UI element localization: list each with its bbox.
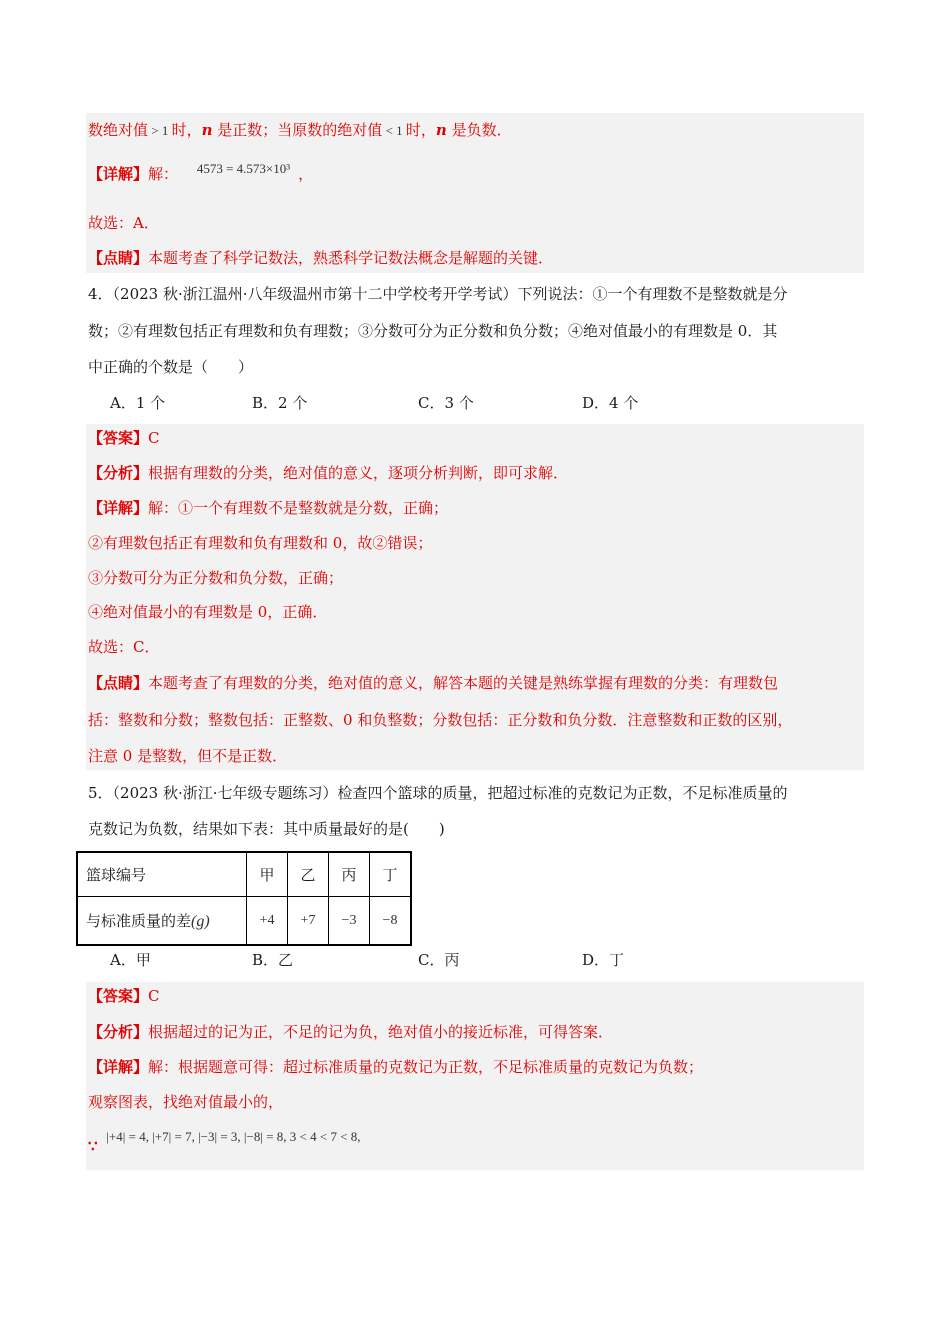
q3-comment: 【点睛】本题考查了科学记数法，熟悉科学记数法概念是解题的关键． — [88, 249, 554, 267]
table-cell: +7 — [288, 897, 329, 946]
table-row-label: 与标准质量的差(g) — [77, 897, 247, 946]
table-cell: +4 — [247, 897, 288, 946]
q4-stem-line-2: 数；②有理数包括正有理数和负有理数；③分数可分为正分数和负分数；④绝对值最小的有理数是 0．其 — [88, 322, 778, 340]
because-symbol: ∵ — [88, 1137, 98, 1155]
table-header-label: 篮球编号 — [77, 852, 247, 897]
table-header-cell: 甲 — [247, 852, 288, 897]
q4-answer: 【答案】C — [88, 429, 160, 447]
q4-option-b: B．2 个 — [252, 394, 308, 412]
q4-choice: 故选：C． — [88, 638, 160, 656]
q5-option-b: B．乙 — [252, 951, 294, 969]
q4-stem-line-1: 4．（2023 秋·浙江温州·八年级温州市第十二中学校考开学考试）下列说法：①一个有理数不是整数就是分 — [88, 285, 788, 303]
q5-stem-line-2: 克数记为负数，结果如下表：其中质量最好的是( ) — [88, 820, 445, 838]
q4-comment-2: 括：整数和分数；整数包括：正整数、0 和负整数；分数包括：正分数和负分数．注意整数和正数的区别， — [88, 711, 793, 729]
q4-detail-2: ②有理数包括正有理数和负有理数和 0，故②错误； — [88, 534, 433, 552]
q5-stem-line-1: 5．（2023 秋·浙江·七年级专题练习）检查四个篮球的质量，把超过标准的克数记为正数，不足标准质量的 — [88, 784, 788, 802]
q5-answer: 【答案】C — [88, 987, 160, 1005]
table-header-cell: 丙 — [329, 852, 370, 897]
q4-comment-3: 注意 0 是整数，但不是正数． — [88, 747, 288, 765]
q5-detail-2: 观察图表，找绝对值最小的， — [88, 1093, 284, 1111]
q3-detail-line: 【详解】解： 4573 = 4.573×10³ ， — [88, 161, 314, 183]
q4-stem-line-3: 中正确的个数是（ ） — [88, 358, 254, 376]
q4-detail-3: ③分数可分为正分数和负分数，正确； — [88, 569, 344, 587]
q3-detail-formula: 4573 = 4.573×10³ — [196, 161, 291, 176]
q5-detail-formula: |+4| = 4, |+7| = 7, |−3| = 3, |−8| = 8, 3 < 4 < 7 < 8, — [106, 1129, 361, 1144]
table-cell: −8 — [370, 897, 412, 946]
q4-option-a: A．1 个 — [110, 394, 166, 412]
q4-comment-1: 【点睛】本题考查了有理数的分类，绝对值的意义，解答本题的关键是熟练掌握有理数的分类：有理数包 — [88, 674, 779, 692]
q5-detail-1: 【详解】解：根据题意可得：超过标准质量的克数记为正数，不足标准质量的克数记为负数； — [88, 1058, 704, 1076]
table-header-cell: 乙 — [288, 852, 329, 897]
table-header-cell: 丁 — [370, 852, 412, 897]
table-cell: −3 — [329, 897, 370, 946]
q5-mass-table — [76, 851, 412, 946]
q5-analysis: 【分析】根据超过的记为正，不足的记为负，绝对值小的接近标准，可得答案． — [88, 1023, 614, 1041]
q5-option-a: A．甲 — [110, 951, 151, 969]
table-row — [77, 852, 411, 897]
q3-choice: 故选：A． — [88, 214, 159, 232]
q5-option-d: D．丁 — [582, 951, 625, 969]
q3-scientific-note-line: 数绝对值 > 1 时，n 是正数；当原数的绝对值 < 1 时，n 是负数． — [88, 121, 512, 139]
q5-option-c: C．丙 — [418, 951, 460, 969]
q4-detail-1: 【详解】解：①一个有理数不是整数就是分数，正确； — [88, 499, 449, 517]
table-row — [77, 897, 411, 946]
q4-detail-4: ④绝对值最小的有理数是 0，正确． — [88, 603, 328, 621]
q5-detail-math-line — [88, 1126, 361, 1155]
q4-option-c: C．3 个 — [418, 394, 474, 412]
q4-option-d: D．4 个 — [582, 394, 639, 412]
q4-analysis: 【分析】根据有理数的分类，绝对值的意义，逐项分析判断，即可求解． — [88, 464, 569, 482]
